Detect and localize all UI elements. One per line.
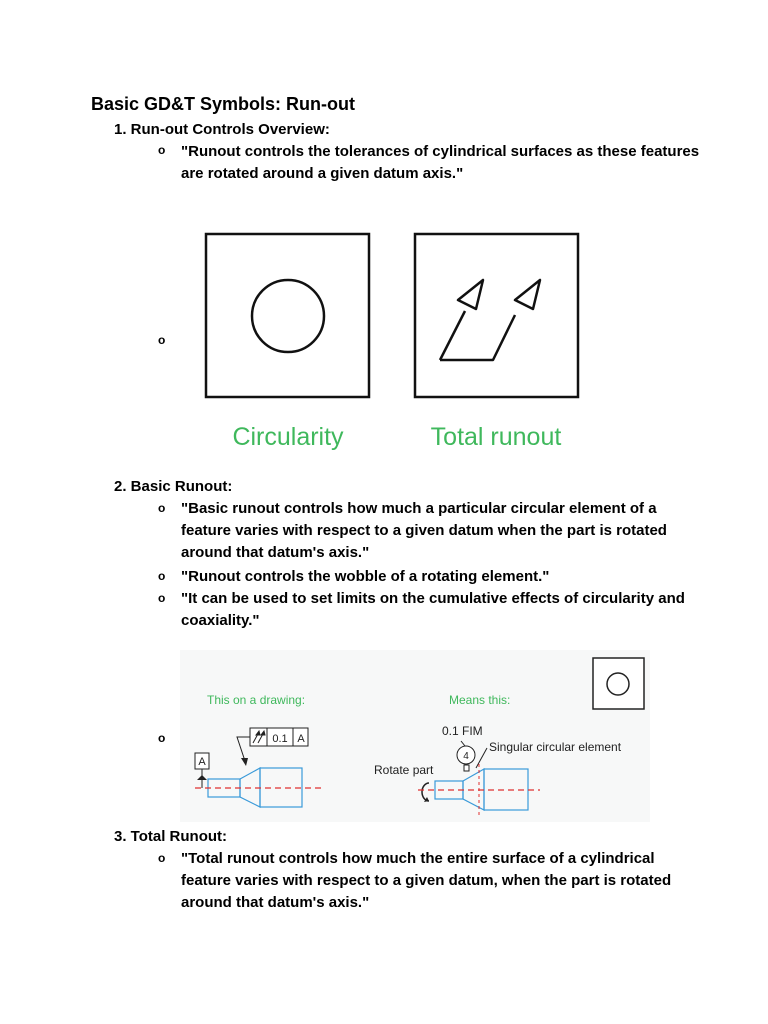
bullet-marker: o xyxy=(158,591,166,605)
page-title: Basic GD&T Symbols: Run-out xyxy=(91,94,356,114)
total-runout-arrows-icon xyxy=(440,280,540,360)
bullet-text: "Runout controls the tolerances of cylindrical surfaces as these features are rotated around a given datum axis." xyxy=(181,143,700,182)
runout-symbols-figure xyxy=(180,207,600,472)
section-heading-total-runout: 3. Total Runout: xyxy=(114,828,228,845)
circle-symbol-frame xyxy=(593,658,644,709)
total-runout-label: Total runout xyxy=(430,423,562,451)
drawing-caption: This on a drawing: xyxy=(207,693,306,707)
bullet-marker: o xyxy=(158,569,166,583)
bullet-marker: o xyxy=(158,501,166,515)
feature-control-frame xyxy=(250,728,308,746)
rotate-label: Rotate part xyxy=(374,763,434,777)
datum-reference: A xyxy=(297,733,305,745)
tolerance-value: 0.1 xyxy=(272,733,288,745)
bullet-marker: o xyxy=(158,143,166,157)
section-heading-basic-runout: 2. Basic Runout: xyxy=(114,478,233,495)
bullet-text: "Basic runout controls how much a particular circular element of a feature varies with respect to a given datum when the part is rotated around that datum's axis." xyxy=(181,500,667,561)
bullet-marker: o xyxy=(158,731,166,745)
circularity-label: Circularity xyxy=(232,423,344,451)
bullet-marker: o xyxy=(158,851,166,865)
circularity-symbol-frame xyxy=(206,234,369,397)
meaning-caption: Means this: xyxy=(449,693,511,707)
section-heading-overview: 1. Run-out Controls Overview: xyxy=(114,121,330,138)
bullet-text: "Total runout controls how much the entire surface of a cylindrical feature varies with respect to a given datum, when the part is rotated around that datum's axis." xyxy=(181,850,672,911)
circularity-icon xyxy=(252,280,324,352)
bullet-text: "Runout controls the wobble of a rotating element." xyxy=(181,568,550,585)
datum-label: A xyxy=(198,756,206,768)
element-label: Singular circular element xyxy=(489,740,622,754)
basic-runout-figure xyxy=(180,650,650,822)
total-runout-symbol-frame xyxy=(415,234,578,397)
fim-label: 0.1 FIM xyxy=(442,724,483,738)
indicator-number: 4 xyxy=(463,751,469,762)
bullet-marker: o xyxy=(158,333,166,347)
bullet-text: "It can be used to set limits on the cumulative effects of circularity and coaxiality." xyxy=(181,590,685,629)
